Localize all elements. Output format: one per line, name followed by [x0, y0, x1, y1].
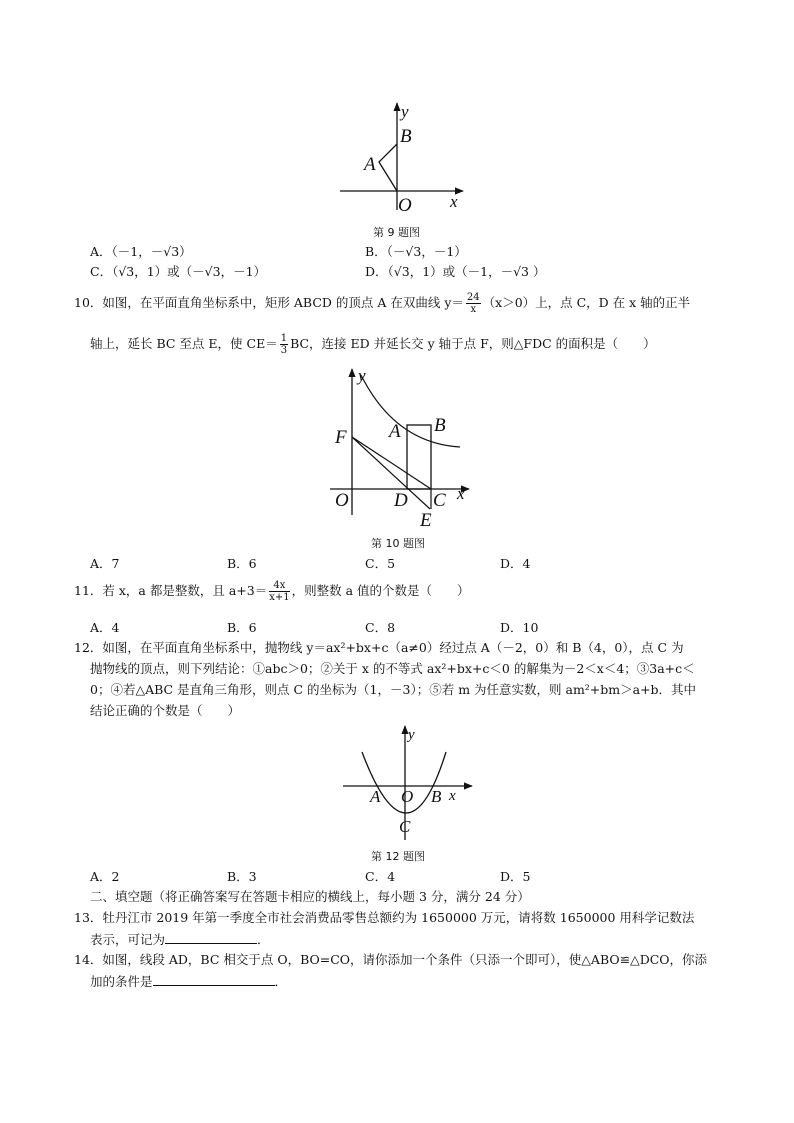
- y-axis-label: y: [358, 366, 366, 385]
- q10-fraction-24x: [466, 292, 481, 315]
- figure-q9: [335, 100, 475, 220]
- q12-line1: 12．如图，在平面直角坐标系中，抛物线 y＝ax²+bx+c（a≠0）经过点 A（－2，0）和 B（4，0），点 C 为: [74, 640, 684, 655]
- q9-option-c: C．（√3，1）或（－√3，－1）: [90, 264, 267, 279]
- q12-line2: 抛物线的顶点，则下列结论：①abc＞0；②关于 x 的不等式 ax²+bx+c＜0 的解集为－2＜x＜4；③3a+c＜: [90, 661, 695, 676]
- q11-option-d: D．10: [500, 620, 539, 635]
- triangle-oab: [379, 144, 397, 191]
- figure-q10: [325, 365, 475, 530]
- point-a-label: A: [364, 154, 376, 175]
- q14-line2-end: ．: [274, 974, 288, 989]
- q11-fraction: [269, 580, 289, 603]
- origin-label: O: [401, 787, 414, 806]
- point-d-label: D: [394, 490, 408, 511]
- q11-option-b: B．6: [227, 620, 257, 635]
- point-b-label: B: [431, 787, 442, 806]
- point-c-label: C: [399, 817, 411, 836]
- q9-option-b: B．（－√3，－1）: [365, 244, 467, 259]
- q11-text: [74, 580, 470, 603]
- fraction-denominator: 3: [280, 345, 288, 356]
- q13-line2-text: 表示，可记为: [90, 932, 166, 947]
- q10-line1: [74, 292, 690, 315]
- q11-part2: ，则整数 a 值的个数是（ ）: [291, 583, 470, 598]
- hyperbola-curve: [361, 375, 460, 447]
- fraction-numerator: 24: [466, 292, 480, 303]
- q10-line2-part2: BC，连接 ED 并延长交 y 轴于点 F，则△FDC 的面积是（ ）: [290, 336, 656, 351]
- segment-fe: [352, 437, 430, 509]
- point-f-label: F: [335, 427, 347, 448]
- fraction-numerator: 4x: [269, 580, 289, 592]
- q9-option-d: D．（√3，1）或（－1，－√3 ）: [365, 264, 546, 279]
- q12-option-c: C．4: [365, 869, 396, 884]
- origin-label: O: [335, 490, 349, 511]
- q10-line1-part1: 10．如图，在平面直角坐标系中，矩形 ABCD 的顶点 A 在双曲线 y＝: [74, 295, 464, 310]
- q14-line1: 14．如图，线段 AD，BC 相交于点 O，BO=CO，请你添加一个条件（只添一个即可），使△ABO≌△DCO，你添: [74, 952, 708, 967]
- q12-option-d: D．5: [500, 869, 531, 884]
- rectangle-abcd: [407, 425, 431, 489]
- x-axis-label: x: [457, 484, 465, 503]
- origin-label: O: [398, 195, 412, 216]
- q13-line2-end: ．: [257, 932, 270, 947]
- fraction-numerator: 1: [280, 333, 288, 344]
- q10-option-c: C．5: [365, 556, 396, 571]
- figure-q12-caption: 第 12 题图: [371, 850, 425, 863]
- segment-fc: [352, 437, 431, 489]
- q11-option-c: C．8: [365, 620, 396, 635]
- q12-line3: 0；④若△ABC 是直角三角形，则点 C 的坐标为（1，－3）；⑤若 m 为任意实数，则 am²+bm＞a+b．其中: [90, 682, 697, 697]
- point-a-label: A: [370, 787, 381, 806]
- fraction-denominator: x+1: [269, 592, 290, 603]
- q12-option-a: A．2: [90, 869, 120, 884]
- q11-part1: 11．若 x，a 都是整数，且 a+3＝: [74, 583, 268, 598]
- point-a-label: A: [389, 421, 401, 442]
- q12-line4: 结论正确的个数是（ ）: [90, 703, 241, 718]
- q14-line2: [90, 973, 287, 990]
- q10-fraction-1-3: [280, 333, 288, 356]
- figure-q9-caption: 第 9 题图: [373, 226, 420, 239]
- x-axis-label: x: [449, 788, 456, 804]
- y-axis-label: y: [401, 102, 409, 121]
- fraction-denominator: x: [470, 304, 477, 315]
- q10-option-d: D．4: [500, 556, 531, 571]
- y-axis-label: y: [408, 727, 415, 743]
- q13-line2: [90, 931, 270, 948]
- point-b-label: B: [434, 415, 446, 436]
- q10-line1-part2: （x＞0）上，点 C，D 在 x 轴的正半: [482, 295, 691, 310]
- q11-option-a: A．4: [90, 620, 120, 635]
- q12-option-b: B．3: [227, 869, 257, 884]
- section-2-heading: 二、填空题（将正确答案写在答题卡相应的横线上，每小题 3 分，满分 24 分）: [90, 889, 530, 904]
- q14-answer-blank: [153, 973, 275, 986]
- point-b-label: B: [400, 126, 412, 147]
- figure-q12: [340, 722, 480, 842]
- figure-q10-caption: 第 10 题图: [371, 537, 425, 550]
- q10-option-a: A．7: [90, 556, 120, 571]
- q13-answer-blank: [165, 931, 257, 944]
- point-c-label: C: [433, 490, 446, 511]
- q10-option-b: B．6: [227, 556, 257, 571]
- point-e-label: E: [420, 510, 432, 531]
- q9-option-a: A．（－1，－√3）: [90, 244, 192, 259]
- q10-line2: [90, 333, 656, 356]
- x-axis-label: x: [450, 192, 458, 211]
- q13-line1: 13．牡丹江市 2019 年第一季度全市社会消费品零售总额约为 1650000 万元，请将数 1650000 用科学记数法: [74, 910, 695, 925]
- q14-line2-text: 加的条件是: [90, 974, 153, 989]
- q10-line2-part1: 轴上，延长 BC 至点 E，使 CE＝: [90, 336, 278, 351]
